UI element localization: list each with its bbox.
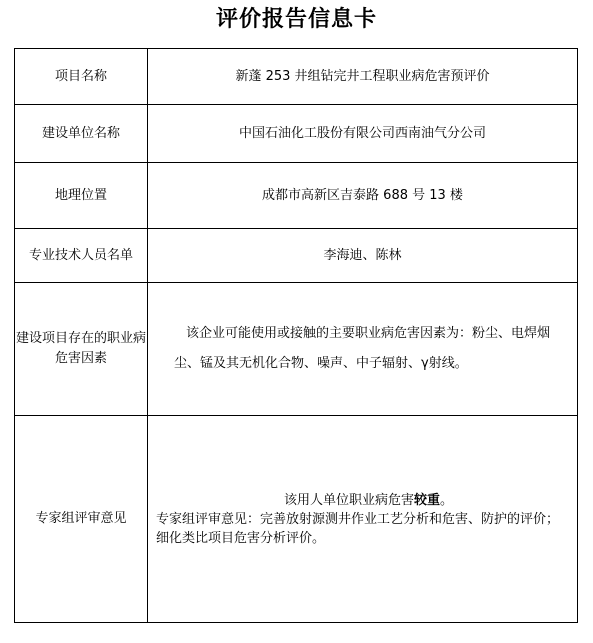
- hazard-factors-cell: [148, 283, 578, 416]
- page-title: 评价报告信息卡: [215, 7, 377, 32]
- staff-list-label: 专业技术人员名单: [15, 229, 148, 283]
- hazard-factors-value: 该企业可能使用或接触的主要职业病危害因素为：粉尘、电焊烟尘、锰及其无机化合物、噪声、中子辐射、γ射线。: [174, 326, 551, 371]
- table-row: [15, 229, 578, 283]
- table-row: [15, 416, 578, 623]
- location-label: 地理位置: [15, 163, 148, 229]
- builder-value: 中国石油化工股份有限公司西南油气分公司: [148, 105, 578, 163]
- opinion-detail-text: 专家组评审意见：完善放射源测井作业工艺分析和危害、防护的评价；细化类比项目危害分析评价。: [156, 511, 560, 546]
- expert-opinion-block: [148, 491, 577, 548]
- builder-label: 建设单位名称: [15, 105, 148, 163]
- table-row: [15, 163, 578, 229]
- opinion-summary-prefix: 该用人单位职业病危害: [283, 492, 414, 508]
- table-row: [15, 283, 578, 416]
- expert-opinion-cell: [148, 416, 578, 623]
- opinion-summary-line: [156, 491, 567, 510]
- project-name-label: 项目名称: [15, 49, 148, 105]
- table-row: [15, 105, 578, 163]
- expert-opinion-label: 专家组评审意见: [15, 416, 148, 623]
- location-value: 成都市高新区吉泰路 688 号 13 楼: [148, 163, 578, 229]
- opinion-summary-suffix: 。: [440, 492, 454, 508]
- opinion-severity: 较重: [413, 492, 440, 508]
- staff-list-value: 李海迪、陈林: [148, 229, 578, 283]
- hazard-factors-label: 建设项目存在的职业病危害因素: [15, 283, 148, 416]
- info-card-table: [14, 48, 578, 623]
- table-row: [15, 49, 578, 105]
- project-name-value: 新蓬 253 井组钻完井工程职业病危害预评价: [148, 49, 578, 105]
